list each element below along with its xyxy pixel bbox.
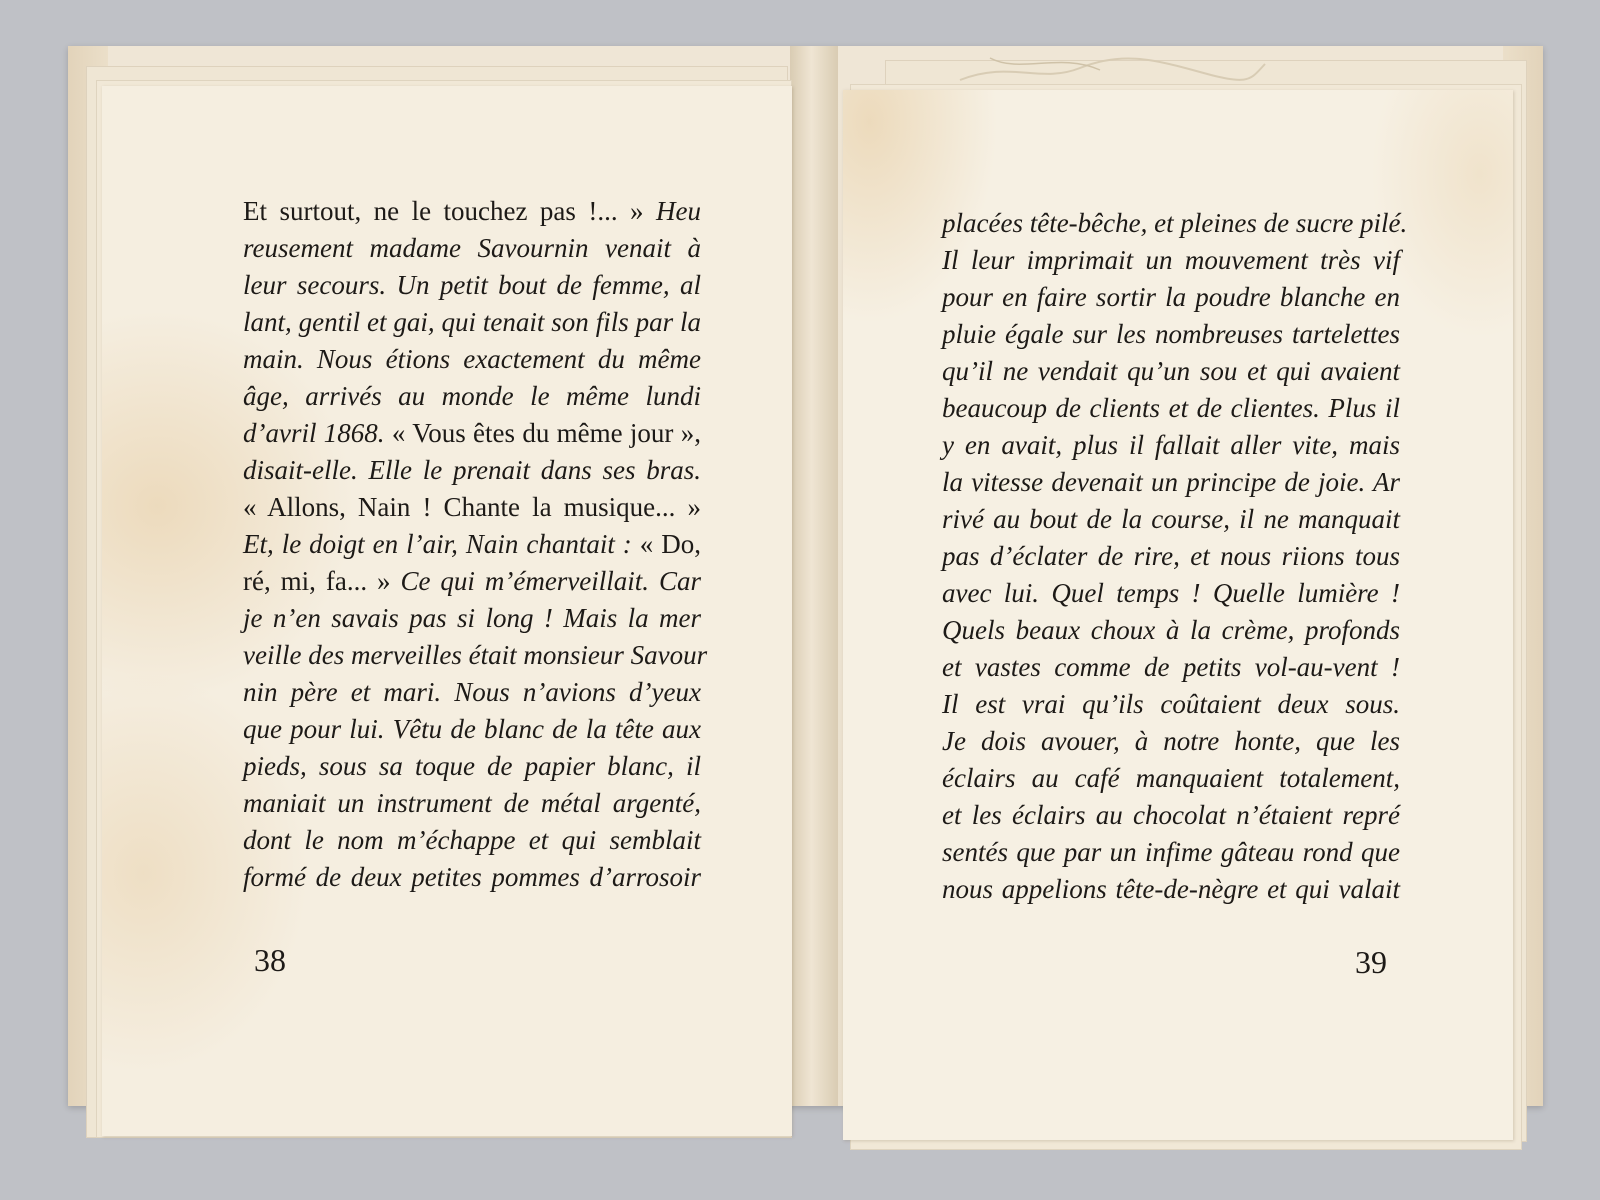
text-line: formé de deux petites pommes d’arrosoir <box>243 862 701 892</box>
text-line: dont le nom m’échappe et qui semblait <box>243 825 701 855</box>
text-line: et vastes comme de petits vol-au-vent ! <box>942 652 1400 682</box>
text-line: Et, le doigt en l’air, Nain chantait : « Do, <box>243 529 701 559</box>
text-line: pas d’éclater de rire, et nous riions tous <box>942 541 1400 571</box>
text-line: et les éclairs au chocolat n’étaient repré <box>942 800 1400 830</box>
text-line: Il est vrai qu’ils coûtaient deux sous. <box>942 689 1400 719</box>
text-line: lant, gentil et gai, qui tenait son fils par la <box>243 307 701 337</box>
left-page-text <box>243 193 708 896</box>
text-line: veille des merveilles était monsieur Savour <box>243 640 708 670</box>
right-page-text <box>942 205 1408 908</box>
book-gutter <box>790 46 838 1106</box>
text-line: maniait un instrument de métal argenté, <box>243 788 701 818</box>
text-line: sentés que par un infime gâteau rond que <box>942 837 1400 867</box>
text-line: « Allons, Nain ! Chante la musique... » <box>243 492 701 522</box>
text-line: Je dois avouer, à notre honte, que les <box>942 726 1400 756</box>
text-line: leur secours. Un petit bout de femme, al <box>243 270 701 300</box>
text-line: la vitesse devenait un principe de joie. Ar <box>942 467 1400 497</box>
text-line: rivé au bout de la course, il ne manquait <box>942 504 1400 534</box>
text-line: qu’il ne vendait qu’un sou et qui avaient <box>942 356 1400 386</box>
page-number-right: 39 <box>1355 944 1387 980</box>
text-line: main. Nous étions exactement du même <box>243 344 701 374</box>
text-line: éclairs au café manquaient totalement, <box>942 763 1400 793</box>
text-line: pluie égale sur les nombreuses tartelettes <box>942 319 1400 349</box>
text-line: avec lui. Quel temps ! Quelle lumière ! <box>942 578 1400 608</box>
binding-thread <box>950 50 1270 90</box>
text-line: pour en faire sortir la poudre blanche en <box>942 282 1400 312</box>
text-line: nin père et mari. Nous n’avions d’yeux <box>243 677 701 707</box>
page-number-left: 38 <box>254 942 286 978</box>
text-line: pieds, sous sa toque de papier blanc, il <box>243 751 701 781</box>
text-line: je n’en savais pas si long ! Mais la mer <box>243 603 701 633</box>
text-line: d’avril 1868. « Vous êtes du même jour », <box>243 418 701 448</box>
text-line: Quels beaux choux à la crème, profonds <box>942 615 1400 645</box>
text-line: Et surtout, ne le touchez pas !... » Heu <box>243 196 701 226</box>
text-line: y en avait, plus il fallait aller vite, mais <box>942 430 1400 460</box>
text-line: Il leur imprimait un mouvement très vif <box>942 245 1400 275</box>
text-line: reusement madame Savournin venait à <box>243 233 701 263</box>
text-line: nous appelions tête-de-nègre et qui valait <box>942 874 1400 904</box>
text-line: âge, arrivés au monde le même lundi <box>243 381 701 411</box>
text-line: que pour lui. Vêtu de blanc de la tête aux <box>243 714 701 744</box>
text-line: placées tête-bêche, et pleines de sucre pilé. <box>942 208 1408 238</box>
text-line: ré, mi, fa... » Ce qui m’émerveillait. Car <box>243 566 701 596</box>
text-line: disait-elle. Elle le prenait dans ses bras. <box>243 455 701 485</box>
text-line: beaucoup de clients et de clientes. Plus il <box>942 393 1400 423</box>
